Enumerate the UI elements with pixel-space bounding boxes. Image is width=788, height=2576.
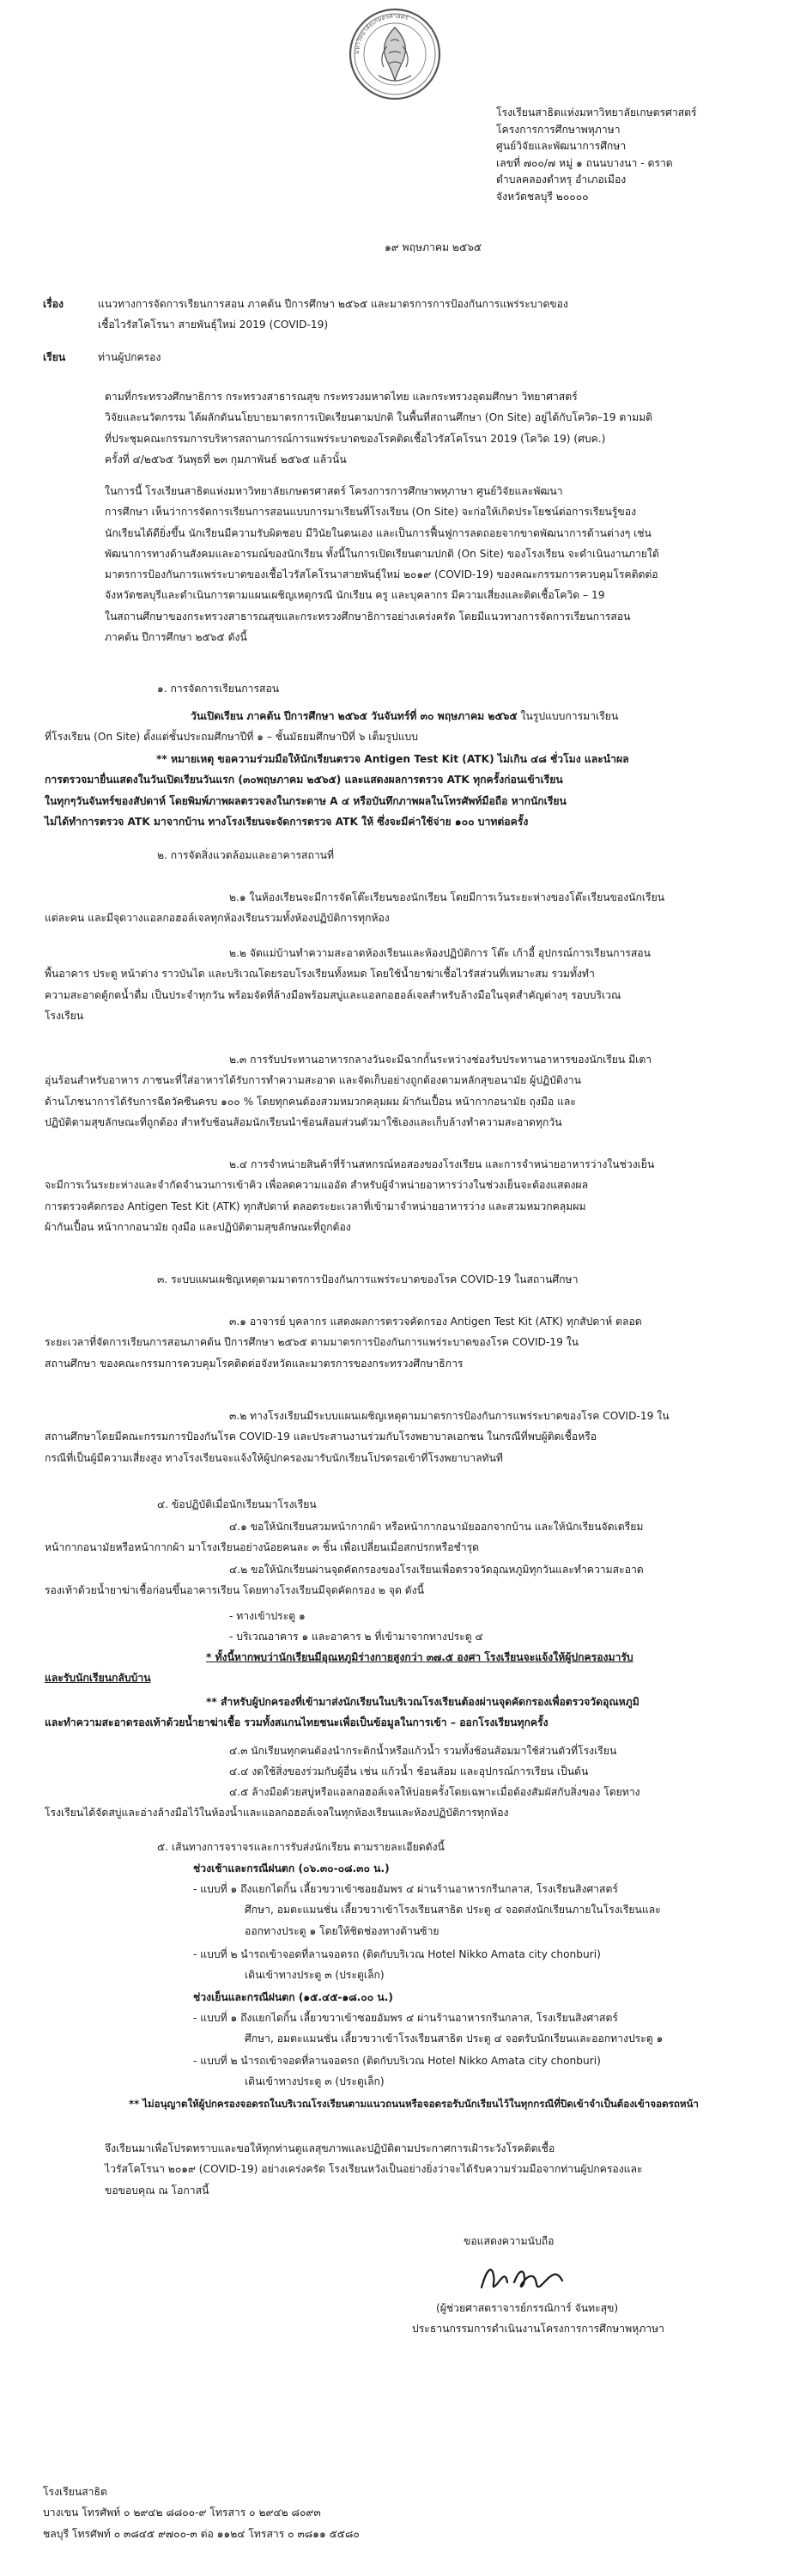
- morning-route-title: ช่วงเช้าและกรณีฝนตก (๐๖.๓๐-๐๘.๓๐ น.): [193, 1862, 390, 1874]
- signatory-position: ประธานกรรมการดำเนินงานโครงการการศึกษาพหุภาษา: [412, 2323, 664, 2335]
- evening-route-plan-1: - แบบที่ ๑ ถึงแยกไดกิ้น เลี้ยวขวาเข้าซอยอัมพร ๔ ผ่านร้านอาหารกรีนกลาส, โรงเรียนสิงศาสตร์ ศึกษา, อมตะแมนชั่น เลี้ยวขวาเข้าโรงเรียนสาธิต ประตู ๔ จอดรับนักเรียนและออกทางประตู ๑: [193, 2012, 664, 2045]
- section-3-heading: ๓. ระบบแผนเผชิญเหตุตามมาตรการป้องกันการแพร่ระบาดของโรค COVID-19 ในสถานศึกษา: [157, 1273, 579, 1285]
- signatory-name: (ผู้ช่วยศาสตราจารย์กรรณิการ์ จันทะสุข): [436, 2302, 619, 2314]
- morning-route-plan-2: - แบบที่ ๒ นำรถเข้าจอดที่ลานจอดรถ (ติดกับบริเวณ Hotel Nikko Amata city chonburi) เดินเข้าทางประตู ๓ (ประตูเล็ก): [193, 1948, 601, 1982]
- footer-line: โรงเรียนสาธิต: [43, 2486, 107, 2498]
- signature-image: [475, 2257, 569, 2298]
- section-1-heading: ๑. การจัดการเรียนการสอน: [157, 683, 280, 695]
- section-3-2: ๓.๒ ทางโรงเรียนมีระบบแผนเผชิญเหตุตามมาตรการป้องกันการแพร่ระบาดของโรค COVID-19 ใน สถานศึกษาโดยมีคณะกรรมการป้องกันโรค COVID-19 และประสานงานร่วมกับโรงพยาบาลเอกชน ในกรณีที่พบผู้ติดเชื้อหรือ กรณีที่เป็นผู้มีความเสี่ยงสูง ทางโรงเรียนจะแจ้งให้ผู้ปกครองมารับนักเรียนโปรดรอเข้าที่โรงพยาบาลทันที: [45, 1410, 670, 1464]
- address-line: โรงเรียนสาธิตแห่งมหาวิทยาลัยเกษตรศาสตร์: [496, 106, 697, 118]
- section-5-heading: ๕. เส้นทางการจราจรและการรับส่งนักเรียน ตามรายละเอียดดังนี้: [157, 1841, 445, 1853]
- regards-text: ขอแสดงความนับถือ: [464, 2235, 555, 2247]
- closing-paragraph: จึงเรียนมาเพื่อโปรดทราบและขอให้ทุกท่านดูแลสุขภาพและปฏิบัติตามประกาศการเฝ้าระวังโรคติดเชื้อ ไวรัสโคโรนา ๒๐๑๙ (COVID-19) อย่างเคร่งครัด โรงเรียนหวังเป็นอย่างยิ่งว่าจะได้รับความร่วมมือจากท่านผู้ปกครองและ ขอขอบคุณ ณ โอกาสนี้: [105, 2142, 643, 2196]
- section-4-heading: ๔. ข้อปฏิบัติเมื่อนักเรียนมาโรงเรียน: [157, 1498, 317, 1510]
- section-2-2: ๒.๒ จัดแม่บ้านทำความสะอาดห้องเรียนและห้องปฏิบัติการ โต๊ะ เก้าอี้ อุปกรณ์การเรียนการสอน พื้นอาคาร ประตู หน้าต่าง ราวบันได และบริเวณโดยรอบโรงเรียนทั้งหมด โดยใช้น้ำยาฆ่าเชื้อไวรัสส่วนที่เหมาะสม รวมทั้งทำ ความสะอาดตู้กดน้ำดื่ม เป็นประจำทุกวัน พร้อมจัดที่ล้างมือพร้อมสบู่และแอลกอฮอล์เจลสำหรับล้างมือในจุดสำคัญต่างๆ รอบบริเวณ โรงเรียน: [45, 947, 651, 1022]
- morning-route-plan-1: - แบบที่ ๑ ถึงแยกไดกิ้น เลี้ยวขวาเข้าซอยอัมพร ๔ ผ่านร้านอาหารกรีนกลาส, โรงเรียนสิงศาสตร์ ศึกษา, อมตะแมนชั่น เลี้ยวขวาเข้าโรงเรียนสาธิต ประตู ๔ จอดส่งนักเรียนภายในโรงเรียนและ ออกทางประตู ๑ โดยให้ชิดช่องทางด้านซ้าย: [193, 1883, 661, 1937]
- paragraph-intro: ตามที่กระทรวงศึกษาธิการ กระทรวงสาธารณสุข กระทรวงมหาดไทย และกระทรวงอุดมศึกษา วิทยาศาสตร์ วิจัยและนวัตกรรม ได้ผลักดันนโยบายมาตรการเปิดเรียนตามปกติ ในพื้นที่สถานศึกษา (On Site) อยู่ได้กับโควิด–19 ตามมติ ที่ประชุมคณะกรรมการบริหารสถานการณ์การแพร่ระบาดของโรคติดเชื้อไวรัสโคโรนา 2019 (โควิด 19) (ศบค.) ครั้งที่ ๔/๒๕๖๕ วันพุธที่ ๒๓ กุมภาพันธ์ ๒๕๖๕ แล้วนั้น: [105, 391, 653, 465]
- temperature-warning: * ทั้งนี้หากพบว่านักเรียนมีอุณหภูมิร่างกายสูงกว่า ๓๗.๕ องศา โรงเรียนจะแจ้งให้ผู้ปกครองมารับ และรับนักเรียนกลับบ้าน: [45, 1651, 633, 1685]
- section-2-1: ๒.๑ ในห้องเรียนจะมีการจัดโต๊ะเรียนของนักเรียน โดยมีการเว้นระยะห่างของโต๊ะเรียนของนักเรียน แต่ละคน และมีจุดวางแอลกอฮอล์เจลทุกห้องเรียนรวมทั้งห้องปฏิบัติการทุกห้อง: [45, 891, 665, 925]
- seal-text: มหาวิทยาลัยเกษตรศาสตร์: [352, 11, 409, 55]
- parent-screening-warning: ** สำหรับผู้ปกครองที่เข้ามาส่งนักเรียนในบริเวณโรงเรียนต้องผ่านจุดคัดกรองเพื่อตรวจวัดอุณหภูมิ และทำความสะอาดรองเท้าด้วยน้ำยาฆ่าเชื้อ รวมทั้งสแกนไทยชนะเพื่อเป็นข้อมูลในการเข้า – ออกโรงเรียนทุกครั้ง: [45, 1696, 639, 1729]
- section-4-2: ๔.๒ ขอให้นักเรียนผ่านจุดคัดกรองของโรงเรียนเพื่อตรวจวัดอุณหภูมิทุกวันและทำความสะอาด รองเท้าด้วยน้ำยาฆ่าเชื้อก่อนขึ้นอาคารเรียน โดยทางโรงเรียนมีจุดคัดกรอง ๒ จุด ดังนี้: [45, 1564, 644, 1597]
- section-2-3: ๒.๓ การรับประทานอาหารกลางวันจะมีฉากกั้นระหว่างช่องรับประทานอาหารของนักเรียน มีเตา อุ่นร้อนสำหรับอาหาร ภาชนะที่ใส่อาหารได้รับการทำความสะอาด และจัดเก็บอย่างถูกต้องตามหลักสุขอนามัย ผู้ปฏิบัติงาน ด้านโภชนาการได้รับการฉีดวัคซีนครบ ๑๐๐ % โดยทุกคนต้องสวมหมวกคลุมผม ผ้ากันเปื้อน หน้ากากอนามัย ถุงมือ และ ปฏิบัติตามสุขลักษณะที่ถูกต้อง สำหรับช้อนส้อมนักเรียนนำช้อนส้อมส่วนตัวมาใช้เองและเก็บล้างทำความสะอาดทุกวัน: [45, 1054, 652, 1128]
- footer-line: ชลบุรี โทรศัพท์ ๐ ๓๘๔๕ ๙๗๐๐-๓ ต่อ ๑๑๒๔ โทรสาร ๐ ๓๘๑๑ ๕๕๘๐: [43, 2527, 360, 2540]
- university-seal-logo: [348, 7, 442, 101]
- school-address: [496, 105, 779, 205]
- traffic-note: ** ไม่อนุญาตให้ผู้ปกครองจอดรถในบริเวณโรงเรียนตามแนวถนนหรือจอดรอรับนักเรียนไว้ในทุกกรณีที่ปิดเข้าจำเป็นต้องเข้าจอดรถหน้า: [129, 2098, 699, 2110]
- salutation-to: ท่านผู้ปกครอง: [98, 351, 161, 363]
- subject-text: แนวทางการจัดการเรียนการสอน ภาคต้น ปีการศึกษา ๒๕๖๕ และมาตรการการป้องกันการแพร่ระบาดของ เชื้อไวรัสโคโรนา สายพันธุ์ใหม่ 2019 (COVID-19): [98, 298, 568, 331]
- evening-route-title: ช่วงเย็นและกรณีฝนตก (๑๕.๔๕-๑๘.๐๐ น.): [193, 1991, 393, 2003]
- salutation-label: เรียน: [43, 351, 66, 363]
- section-3-1: ๓.๑ อาจารย์ บุคลากร แสดงผลการตรวจคัดกรอง Antigen Test Kit (ATK) ทุกสัปดาห์ ตลอด ระยะเวลาที่จัดการเรียนการสอนภาคต้น ปีการศึกษา ๒๕๖๕ ตามมาตรการป้องกันการแพร่ระบาดของโรค COVID-19 ใน สถานศึกษา ของคณะกรรมการควบคุมโรคติดต่อจังหวัดและมาตรการของกระทรวงศึกษาธิการ: [45, 1315, 642, 1370]
- section-4-1: ๔.๑ ขอให้นักเรียนสวมหน้ากากผ้า หรือหน้ากากอนามัยออกจากบ้าน และให้นักเรียนจัดเตรียม หน้ากากอนามัยหรือหน้ากากผ้า มาโรงเรียนอย่างน้อยคนละ ๓ ชิ้น เพื่อเปลี่ยนเมื่อสกปรกหรือชำรุด: [45, 1521, 644, 1554]
- paragraph-context: ในการนี้ โรงเรียนสาธิตแห่งมหาวิทยาลัยเกษตรศาสตร์ โครงการการศึกษาพหุภาษา ศูนย์วิจัยและพัฒนา การศึกษา เห็นว่าการจัดการเรียนการสอนแบบการมาเรียนที่โรงเรียน (On Site) จะก่อให้เกิดประโยชน์ต่อการเรียนรู้ของ นักเรียนได้ดียิ่งขึ้น นักเรียนมีความรับผิดชอบ มีวินัยในตนเอง และเป็นการฟื้นฟูการลดถอยจากขาดพัฒนาการด้านต่างๆ เช่น พัฒนาการทางด้านสังคมและอารมณ์ของนักเรียน ทั้งนี้ในการเปิดเรียนตามปกติ (On Site) ของโรงเรียน จะดำเนินงานภายใต้ มาตรการป้องกันการแพร่ระบาดของเชื้อไวรัสโคโรนาสายพันธุ์ใหม่ ๒๐๑๙ (COVID-19) ของคณะกรรมการควบคุมโรคติดต่อ จังหวัดชลบุรีและดำเนินการตามแผนเผชิญเหตุกรณี นักเรียน ครู และบุคลากร มีความเสี่ยงและติดเชื้อโควิด – 19 ในสถานศึกษาของกระทรวงสาธารณสุขและกระทรวงศึกษาธิการอย่างเคร่งครัด โดยมีแนวทางการจัดการเรียนการสอน ภาคต้น ปีการศึกษา ๒๕๖๕ ดังนี้: [105, 485, 659, 644]
- footer-contact: [43, 2482, 558, 2544]
- address-line: ศูนย์วิจัยและพัฒนาการศึกษา: [496, 140, 627, 152]
- screening-point: - ทางเข้าประตู ๑: [229, 1610, 306, 1622]
- section-2-4: ๒.๔ การจำหน่ายสินค้าที่ร้านสหกรณ์หอสองของโรงเรียน และการจำหน่ายอาหารว่างในช่วงเย็น จะมีการเว้นระยะห่างและจำกัดจำนวนการเข้าคิว เพื่อลดความแออัด สำหรับผู้จำหน่ายอาหารว่างในช่วงเย็นจะต้องแสดงผล การตรวจคัดกรอง Antigen Test Kit (ATK) ทุกสัปดาห์ ตลอดระยะเวลาที่เข้ามาจำหน่ายอาหารว่าง และสวมหมวกคลุมผม ผ้ากันเปื้อน หน้ากากอนามัย ถุงมือ และปฏิบัติตามสุขลักษณะที่ถูกต้อง: [45, 1158, 655, 1233]
- address-line: เลขที่ ๗๐๐/๗ หมู่ ๑ ถนนบางนา - ตราด: [496, 156, 673, 169]
- letter-date: ๑๙ พฤษภาคม ๒๕๖๕: [385, 241, 482, 253]
- screening-point: - บริเวณอาคาร ๑ และอาคาร ๒ ที่เข้ามาจากทางประตู ๔: [229, 1631, 483, 1643]
- section-1-atk-note: ** หมายเหตุ ขอความร่วมมือให้นักเรียนตรวจ Antigen Test Kit (ATK) ไม่เกิน ๔๘ ชั่วโมง และนำผล การตรวจมายื่นแสดงในวันเปิดเรียนวันแรก (๓๐พฤษภาคม ๒๕๖๕) และแสดงผลการตรวจ ATK ทุกครั้งก่อนเข้าเรียน ในทุกๆวันจันทร์ของสัปดาห์ โดยพิมพ์ภาพผลตรวจลงในกระดาษ A ๔ หรือบันทึกภาพผลในโทรศัพท์มือถือ หากนักเรียน ไม่ได้ทำการตรวจ ATK มาจากบ้าน ทางโรงเรียนจะจัดการตรวจ ATK ให้ ซึ่งจะมีค่าใช้จ่าย ๑๐๐ บาทต่อครั้ง: [45, 753, 629, 828]
- section-2-heading: ๒. การจัดสิ่งแวดล้อมและอาคารสถานที่: [157, 849, 335, 861]
- screening-points-list: [229, 1606, 744, 1648]
- section-4-4: ๔.๔ งดใช้สิ่งของร่วมกับผู้อื่น เช่น แก้วน้ำ ช้อนส้อม และอุปกรณ์การเรียน เป็นต้น: [229, 1765, 589, 1777]
- evening-route-plan-2: - แบบที่ ๒ นำรถเข้าจอดที่ลานจอดรถ (ติดกับบริเวณ Hotel Nikko Amata city chonburi) เดินเข้าทางประตู ๓ (ประตูเล็ก): [193, 2055, 601, 2088]
- address-line: โครงการการศึกษาพหุภาษา: [496, 123, 621, 136]
- subject-label: เรื่อง: [43, 298, 64, 310]
- section-4-3: ๔.๓ นักเรียนทุกคนต้องนำกระติกน้ำหรือแก้วน้ำ รวมทั้งช้อนส้อมมาใช้ส่วนตัวที่โรงเรียน: [229, 1745, 617, 1757]
- address-line: จังหวัดชลบุรี ๒๐๐๐๐: [496, 190, 589, 203]
- footer-line: บางเขน โทรศัพท์ ๐ ๒๙๔๒ ๘๘๐๐-๙ โทรสาร ๐ ๒๙๔๒ ๘๐๙๓: [43, 2506, 321, 2519]
- address-line: ตำบลคลองตำหรุ อำเภอเมือง: [496, 173, 627, 185]
- section-1-opening: วันเปิดเรียน ภาคต้น ปีการศึกษา ๒๕๖๕ วันจันทร์ที่ ๓๐ พฤษภาคม ๒๕๖๕ ในรูปแบบการมาเรียน ที่โรงเรียน (On Site) ตั้งแต่ชั้นประถมศึกษาปีที่ ๑ – ชั้นมัธยมศึกษาปีที่ ๖ เต็มรูปแบบ: [45, 710, 619, 744]
- section-4-5: ๔.๕ ล้างมือด้วยสบู่หรือแอลกอฮอล์เจลให้บ่อยครั้งโดยเฉพาะเมื่อต้องสัมผัสกับสิ่งของ โดยทาง โรงเรียนได้จัดสบู่และอ่างล้างมือไว้ในห้องน้ำและแอลกอฮอล์เจลในทุกห้องเรียนและห้องปฏิบัติการทุกห้อง: [45, 1786, 640, 1820]
